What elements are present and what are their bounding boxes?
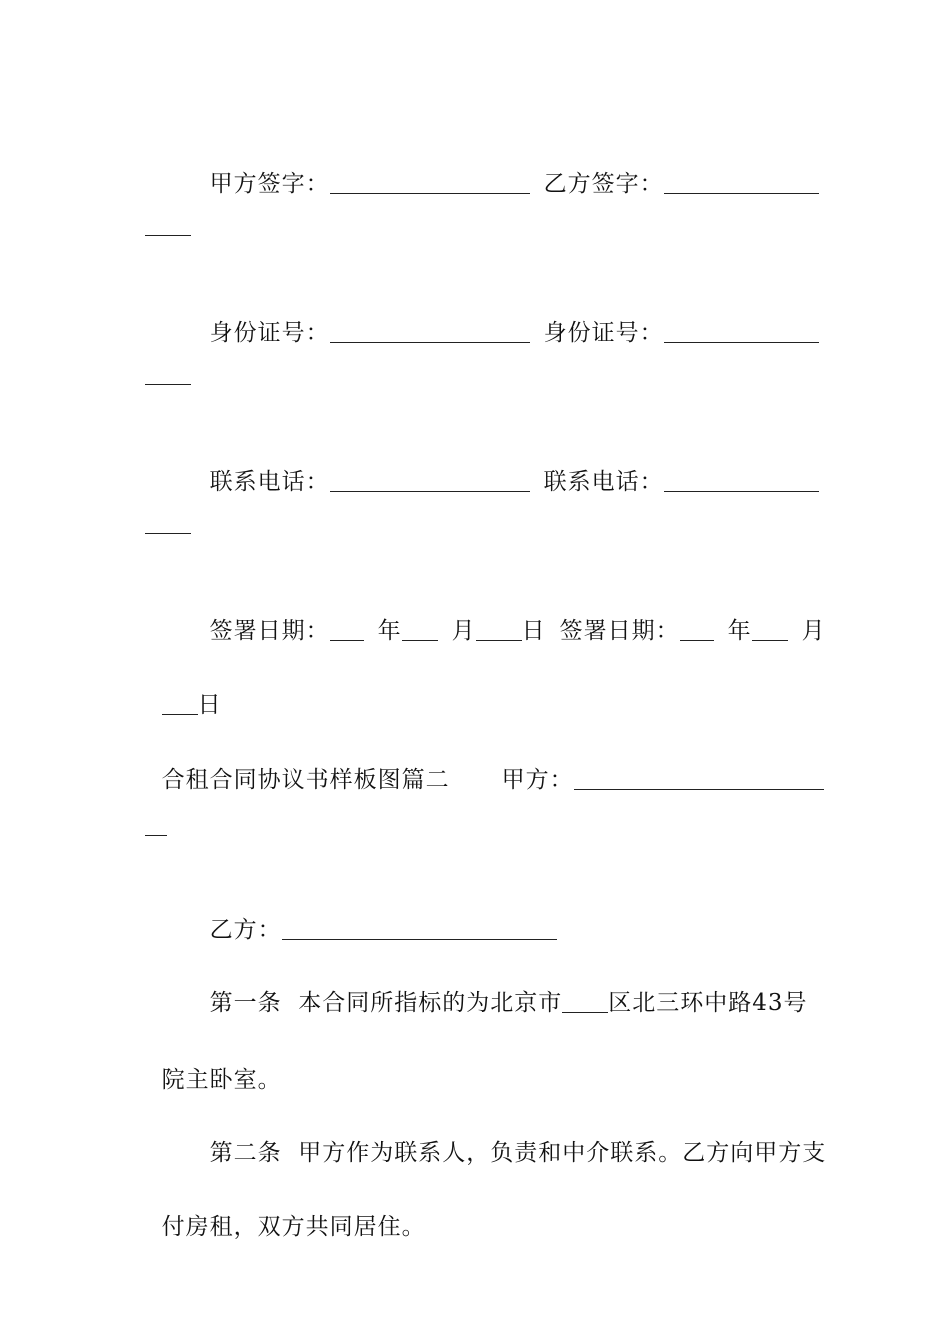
clause-one-line2: 院主卧室。 bbox=[161, 1067, 282, 1093]
party-a-id-label: 身份证号： bbox=[209, 320, 330, 346]
section-two-heading: 合租合同协议书样板图篇二 bbox=[161, 767, 450, 793]
party-b-month-blank[interactable] bbox=[752, 618, 788, 641]
party-b-day-blank[interactable] bbox=[162, 692, 198, 715]
party-b-year-text: 年 bbox=[727, 618, 752, 644]
party-a-month-text: 月 bbox=[451, 618, 476, 644]
party-a-month-blank[interactable] bbox=[402, 618, 438, 641]
party-a-sign-label: 甲方签字： bbox=[209, 171, 330, 197]
party-a-sign-blank[interactable] bbox=[330, 171, 530, 194]
party-b-row bbox=[193, 885, 810, 945]
clause-one-continued bbox=[145, 1035, 810, 1095]
party-b-day-text: 日 bbox=[197, 692, 222, 718]
district-blank[interactable] bbox=[562, 990, 608, 1013]
party-a-name-blank[interactable] bbox=[574, 767, 824, 790]
party-a-year-text: 年 bbox=[377, 618, 402, 644]
party-b-phone-blank-continued bbox=[145, 532, 191, 534]
party-a-date-label: 签署日期： bbox=[209, 618, 330, 644]
phone-row bbox=[193, 437, 810, 497]
party-b-date-label: 签署日期： bbox=[559, 618, 680, 644]
party-b-sign-blank[interactable] bbox=[664, 171, 819, 194]
party-a-day-text: 日 bbox=[521, 618, 546, 644]
party-a-day-blank[interactable] bbox=[476, 618, 522, 641]
party-a-id-blank[interactable] bbox=[330, 320, 530, 343]
clause-two-line2: 付房租，双方共同居住。 bbox=[161, 1214, 426, 1240]
party-b-sign-blank-continued bbox=[145, 234, 191, 236]
clause-two bbox=[193, 1108, 827, 1168]
party-a-phone-blank[interactable] bbox=[330, 469, 530, 492]
date-row bbox=[193, 586, 826, 646]
party-b-month-text: 月 bbox=[801, 618, 826, 644]
clause-one-suffix: 区北三环中路43号 bbox=[608, 990, 808, 1016]
party-b-phone-blank[interactable] bbox=[664, 469, 819, 492]
clause-one bbox=[193, 958, 810, 1018]
party-b-id-label: 身份证号： bbox=[543, 320, 664, 346]
clause-two-line1: 第二条 甲方作为联系人，负责和中介联系。乙方向甲方支 bbox=[209, 1140, 827, 1166]
party-b-sign-label: 乙方签字： bbox=[543, 171, 664, 197]
party-a-label: 甲方： bbox=[501, 767, 574, 793]
signature-row bbox=[193, 139, 810, 199]
party-b-id-blank[interactable] bbox=[664, 320, 819, 343]
clause-two-continued bbox=[145, 1182, 810, 1242]
party-b-phone-label: 联系电话： bbox=[543, 469, 664, 495]
id-number-row bbox=[193, 288, 810, 348]
party-b-year-blank[interactable] bbox=[680, 618, 714, 641]
party-b-name-blank[interactable] bbox=[282, 917, 557, 940]
party-b-id-blank-continued bbox=[145, 383, 191, 385]
clause-one-prefix: 第一条 本合同所指标的为北京市 bbox=[209, 990, 563, 1016]
party-a-name-blank-continued bbox=[145, 834, 167, 836]
party-b-day-row bbox=[145, 660, 810, 720]
section-two-heading-row bbox=[145, 735, 810, 795]
party-a-phone-label: 联系电话： bbox=[209, 469, 330, 495]
party-b-label: 乙方： bbox=[209, 917, 282, 943]
party-a-year-blank[interactable] bbox=[330, 618, 364, 641]
